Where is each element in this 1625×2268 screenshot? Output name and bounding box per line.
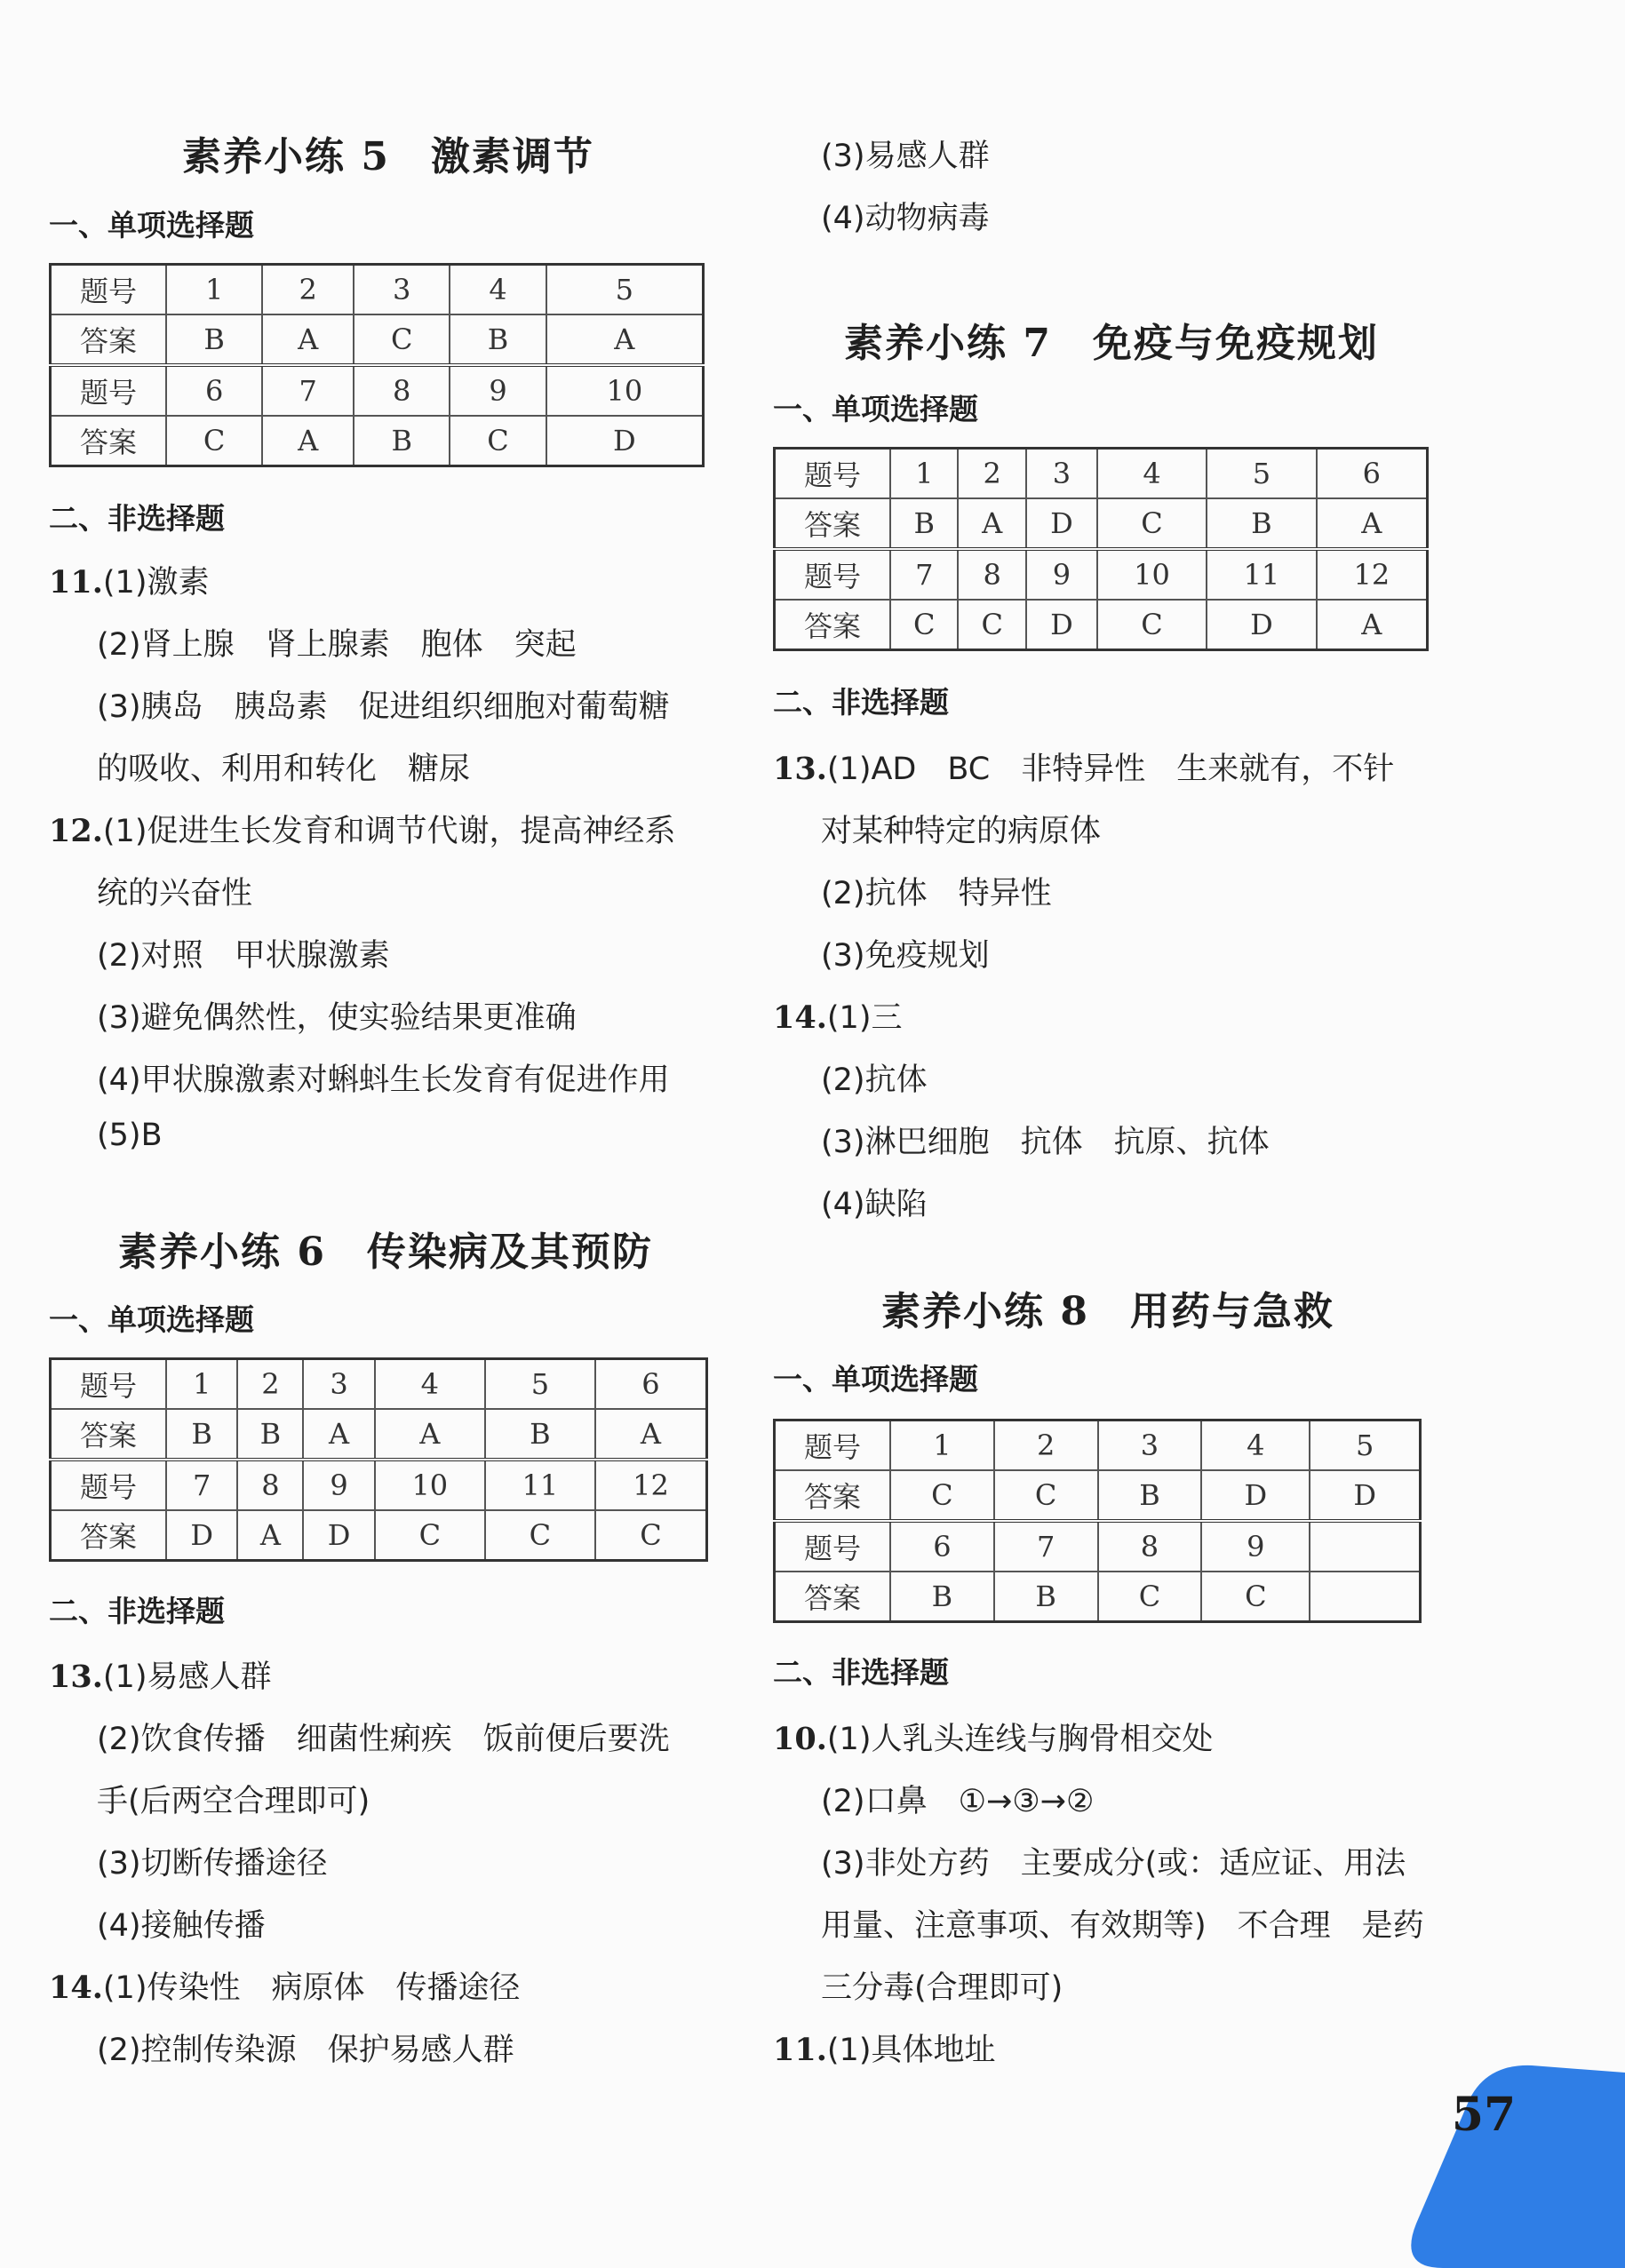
table-cell: A [303, 1409, 374, 1460]
answer-line [49, 807, 676, 851]
sec7-nonmc-heading: 二、非选择题 [773, 685, 949, 720]
answer-text: (2)抗体 [821, 1062, 928, 1098]
answer-line [773, 1715, 1214, 1759]
table-cell: 10 [546, 365, 704, 416]
table-cell: D [1201, 1470, 1310, 1521]
answer-text: (2)对照 甲状腺激素 [97, 938, 390, 974]
answer-text: (1)传染性 病原体 传播途径 [102, 1970, 521, 2006]
table-cell: 8 [354, 365, 450, 416]
table-cell: B [890, 1572, 994, 1622]
table-row [775, 1572, 1421, 1622]
question-number: 10. [773, 1721, 827, 1757]
table-row [51, 1409, 707, 1460]
answer-text: (3)胰岛 胰岛素 促进组织细胞对葡萄糖 [97, 689, 670, 725]
table-cell: A [1317, 498, 1428, 549]
table-cell: 6 [166, 365, 262, 416]
table-cell: 2 [958, 449, 1025, 499]
sec8-title: 素养小练 8 用药与急救 [881, 1289, 1334, 1334]
table-cell: D [1026, 600, 1097, 650]
table-cell: 6 [595, 1359, 707, 1410]
row-label: 题号 [775, 549, 891, 600]
row-label: 题号 [51, 1460, 167, 1510]
table-row [775, 498, 1428, 549]
answer-text: (3)切断传播途径 [97, 1846, 328, 1882]
table-cell: 6 [1317, 449, 1428, 499]
answer-line [821, 1963, 1063, 2008]
table-cell: 3 [1026, 449, 1097, 499]
answer-line [49, 558, 209, 602]
answer-text: (1)激素 [102, 565, 210, 601]
table-cell: 9 [1201, 1521, 1310, 1572]
answer-line [821, 1777, 1094, 1821]
table-row [51, 314, 704, 365]
row-label: 题号 [775, 449, 891, 499]
row-label: 题号 [775, 1521, 891, 1572]
table-cell: 4 [1097, 449, 1207, 499]
table-cell: B [166, 1409, 237, 1460]
answer-text: 统的兴奋性 [97, 876, 253, 911]
row-label: 答案 [775, 498, 891, 549]
answer-text: (2)口鼻 ①→③→② [821, 1784, 1095, 1819]
table-cell: B [1098, 1470, 1202, 1521]
answer-text: (1)促进生长发育和调节代谢，提高神经系 [102, 814, 676, 849]
answer-text: 对某种特定的病原体 [821, 814, 1102, 849]
table-cell: C [890, 600, 958, 650]
table-cell: C [1201, 1572, 1310, 1622]
answer-line [821, 1180, 928, 1224]
question-number: 14. [49, 1970, 103, 2006]
answer-text: 的吸收、利用和转化 糖尿 [97, 752, 471, 787]
row-label: 题号 [775, 1420, 891, 1471]
answer-text: (1)AD BC 非特异性 生来就有，不针 [826, 752, 1395, 787]
table-cell: C [890, 1470, 994, 1521]
answer-line [97, 1777, 370, 1821]
row-label: 答案 [51, 416, 167, 466]
table-cell: 11 [485, 1460, 595, 1510]
answer-line [821, 869, 1052, 913]
answer-text: (4)甲状腺激素对蝌蚪生长发育有促进作用 [97, 1062, 670, 1098]
table-cell: B [354, 416, 450, 466]
answer-line [97, 2025, 514, 2070]
table-cell: A [262, 314, 354, 365]
table-cell: C [166, 416, 262, 466]
sec8-nonmc-heading: 二、非选择题 [773, 1655, 949, 1690]
answer-text: (1)三 [826, 1000, 903, 1036]
table-cell: 9 [303, 1460, 374, 1510]
row-label: 答案 [775, 1470, 891, 1521]
table-row [51, 416, 704, 466]
table-cell: A [262, 416, 354, 466]
table-cell: C [354, 314, 450, 365]
answer-text: (2)抗体 特异性 [821, 876, 1052, 911]
table-row [51, 1460, 707, 1510]
table-cell: 5 [546, 265, 704, 315]
table-cell: 1 [890, 449, 958, 499]
answer-line [49, 1652, 271, 1697]
table-cell: 8 [958, 549, 1025, 600]
answer-text: (2)饮食传播 细菌性痢疾 饭前便后要洗 [97, 1722, 670, 1757]
answer-line [821, 1901, 1424, 1946]
table-cell: 2 [994, 1420, 1098, 1471]
table-cell: 5 [1310, 1420, 1420, 1471]
sec6-nonmc-heading: 二、非选择题 [49, 1594, 225, 1628]
answer-line [97, 1055, 670, 1100]
table-cell: 5 [485, 1359, 595, 1410]
answer-line [97, 682, 670, 727]
row-label: 题号 [51, 1359, 167, 1410]
table-row [775, 600, 1428, 650]
table-cell: 1 [166, 1359, 237, 1410]
sec7-answer-table [773, 447, 1429, 651]
table-cell: A [546, 314, 704, 365]
table-row [775, 549, 1428, 600]
table-cell: B [890, 498, 958, 549]
answer-line [97, 993, 577, 1038]
answer-line [773, 993, 902, 1038]
sec8-answer-table [773, 1419, 1422, 1623]
table-cell: 7 [166, 1460, 237, 1510]
row-label: 题号 [51, 265, 167, 315]
table-row [775, 449, 1428, 499]
table-cell: 2 [262, 265, 354, 315]
table-cell: A [595, 1409, 707, 1460]
table-cell: C [1097, 600, 1207, 650]
answer-line [97, 869, 252, 913]
sec8-mc-heading: 一、单项选择题 [773, 1362, 978, 1397]
table-cell: 8 [237, 1460, 303, 1510]
answer-line [97, 931, 390, 975]
question-number: 14. [773, 999, 827, 1036]
answer-line [97, 1118, 163, 1153]
table-cell: B [1207, 498, 1316, 549]
row-label: 答案 [51, 1409, 167, 1460]
table-cell: 7 [262, 365, 354, 416]
row-label: 答案 [51, 1510, 167, 1561]
row-label: 答案 [51, 314, 167, 365]
answer-text: (3)免疫规划 [821, 938, 990, 974]
answer-text: (5)B [97, 1118, 163, 1153]
answer-text: (3)淋巴细胞 抗体 抗原、抗体 [821, 1125, 1270, 1160]
table-cell: 3 [1098, 1420, 1202, 1471]
table-cell: B [166, 314, 262, 365]
sec6-title: 素养小练 6 传染病及其预防 [118, 1229, 653, 1275]
table-cell: D [1310, 1470, 1420, 1521]
table-cell: C [450, 416, 546, 466]
table-cell [1310, 1572, 1420, 1622]
sec5-title: 素养小练 5 激素调节 [182, 134, 594, 179]
answer-line [97, 620, 577, 664]
table-cell: C [1098, 1572, 1202, 1622]
table-cell: 4 [1201, 1420, 1310, 1471]
table-row [51, 1510, 707, 1561]
answer-line [97, 1839, 328, 1883]
table-cell: 9 [1026, 549, 1097, 600]
answer-text: 用量、注意事项、有效期等) 不合理 是药 [821, 1908, 1424, 1944]
answer-text: (1)易感人群 [102, 1659, 272, 1695]
answer-text: (2)肾上腺 肾上腺素 胞体 突起 [97, 627, 577, 663]
answer-text: (3)避免偶然性，使实验结果更准确 [97, 1000, 577, 1036]
answer-line [97, 1715, 670, 1759]
table-cell: D [166, 1510, 237, 1561]
table-cell: D [546, 416, 704, 466]
table-cell: 2 [237, 1359, 303, 1410]
table-cell: A [375, 1409, 485, 1460]
table-cell: B [450, 314, 546, 365]
table-cell: C [375, 1510, 485, 1561]
table-cell: B [994, 1572, 1098, 1622]
answer-line [49, 1963, 521, 2008]
table-cell: 10 [375, 1460, 485, 1510]
answer-text: 手(后两空合理即可) [97, 1784, 370, 1819]
table-cell: A [237, 1510, 303, 1561]
answer-line [821, 1839, 1406, 1883]
sec5-mc-heading: 一、单项选择题 [49, 208, 254, 243]
table-cell: D [303, 1510, 374, 1561]
answer-line [821, 1118, 1270, 1162]
row-label: 答案 [775, 1572, 891, 1622]
table-cell: 12 [595, 1460, 707, 1510]
table-row [775, 1470, 1421, 1521]
answer-line [97, 744, 470, 789]
answer-line [821, 807, 1101, 851]
question-number: 13. [773, 751, 827, 787]
table-cell: 1 [890, 1420, 994, 1471]
answer-line: (3)易感人群 [821, 139, 990, 174]
answer-text: (2)控制传染源 保护易感人群 [97, 2033, 514, 2068]
question-number: 13. [49, 1659, 103, 1695]
table-cell: 10 [1097, 549, 1207, 600]
answer-line [821, 931, 990, 975]
table-row [51, 1359, 707, 1410]
question-number: 11. [773, 2032, 827, 2068]
table-cell: A [1317, 600, 1428, 650]
sec5-answer-table [49, 263, 705, 467]
sec7-title: 素养小练 7 免疫与免疫规划 [844, 321, 1379, 366]
answer-text: (1)具体地址 [826, 2033, 996, 2068]
table-cell: D [1026, 498, 1097, 549]
table-cell: 4 [450, 265, 546, 315]
table-cell: 5 [1207, 449, 1316, 499]
table-cell [1310, 1521, 1420, 1572]
answer-text: (1)人乳头连线与胸骨相交处 [826, 1722, 1214, 1757]
table-cell: B [237, 1409, 303, 1460]
table-cell: 11 [1207, 549, 1316, 600]
row-label: 题号 [51, 365, 167, 416]
table-row [51, 365, 704, 416]
table-row [51, 265, 704, 315]
table-cell: 8 [1098, 1521, 1202, 1572]
sec6-mc-heading: 一、单项选择题 [49, 1302, 254, 1337]
table-row [775, 1420, 1421, 1471]
table-cell: C [994, 1470, 1098, 1521]
table-cell: 12 [1317, 549, 1428, 600]
table-cell: 3 [303, 1359, 374, 1410]
table-cell: C [1097, 498, 1207, 549]
answer-line [773, 2025, 995, 2070]
row-label: 答案 [775, 600, 891, 650]
answer-line [773, 744, 1394, 789]
page-number: 57 [1451, 2088, 1517, 2142]
answer-text: (3)非处方药 主要成分(或：适应证、用法 [821, 1846, 1406, 1882]
sec5-nonmc-heading: 二、非选择题 [49, 501, 225, 536]
table-cell: 3 [354, 265, 450, 315]
question-number: 11. [49, 564, 103, 601]
table-cell: B [485, 1409, 595, 1460]
answer-line [821, 1055, 928, 1100]
sec6-answer-table [49, 1357, 708, 1562]
table-cell: D [1207, 600, 1316, 650]
answer-line [97, 1901, 266, 1946]
answer-text: 三分毒(合理即可) [821, 1970, 1063, 2006]
table-cell: C [485, 1510, 595, 1561]
sec7-mc-heading: 一、单项选择题 [773, 392, 978, 426]
table-cell: 9 [450, 365, 546, 416]
answer-text: (4)接触传播 [97, 1908, 266, 1944]
table-cell: A [958, 498, 1025, 549]
answer-line: (4)动物病毒 [821, 201, 990, 236]
question-number: 12. [49, 813, 103, 849]
answer-text: (4)缺陷 [821, 1187, 928, 1222]
table-cell: C [958, 600, 1025, 650]
table-row [775, 1521, 1421, 1572]
table-cell: 7 [994, 1521, 1098, 1572]
table-cell: 1 [166, 265, 262, 315]
table-cell: C [595, 1510, 707, 1561]
table-cell: 6 [890, 1521, 994, 1572]
table-cell: 4 [375, 1359, 485, 1410]
table-cell: 7 [890, 549, 958, 600]
